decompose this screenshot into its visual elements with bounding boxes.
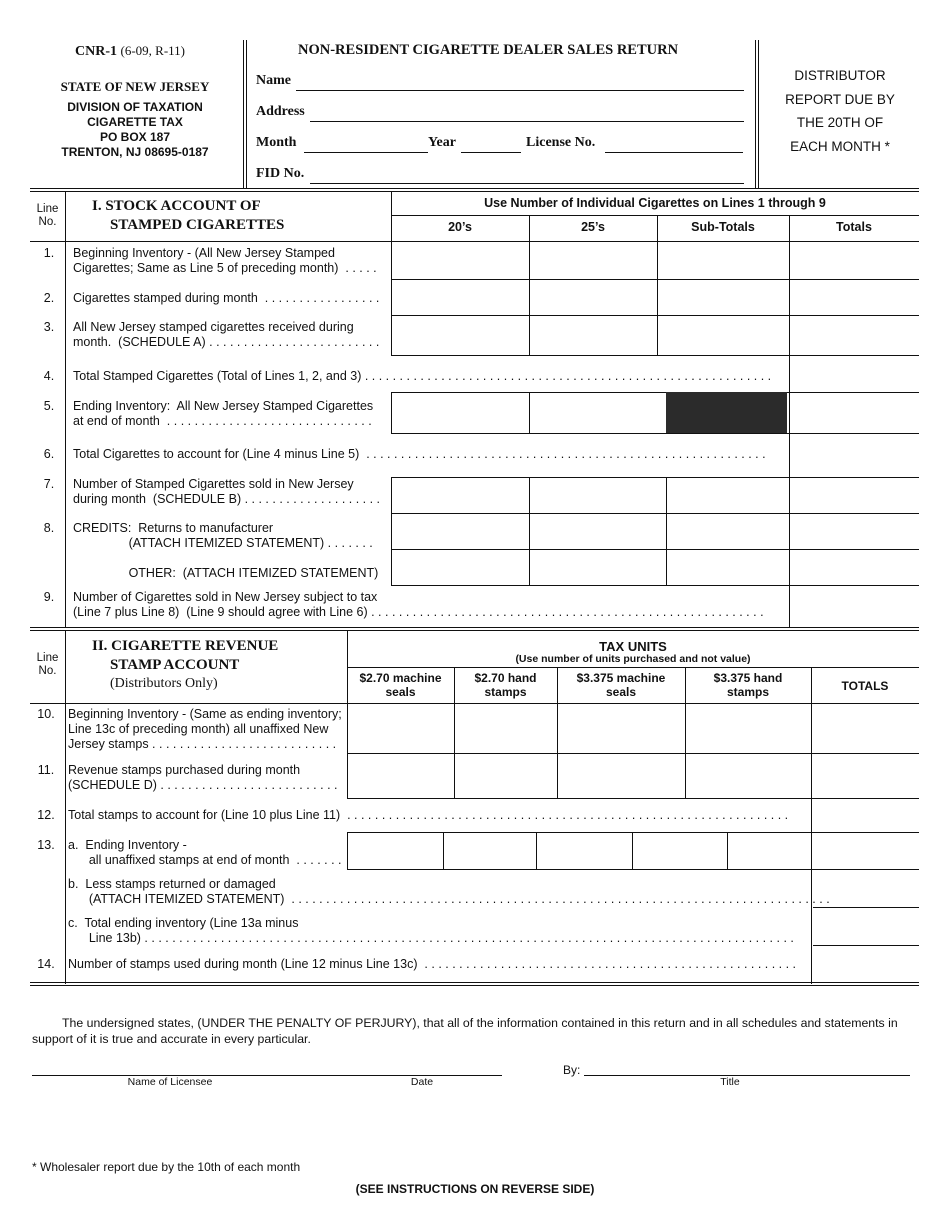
s2-line-number: 11. <box>37 763 55 777</box>
col-270-machine: $2.70 machine seals <box>359 671 442 699</box>
due-line-4: EACH MONTH * <box>790 138 890 154</box>
col-totals: Totals <box>836 220 872 234</box>
s1-line-no-header <box>30 203 65 229</box>
s2-line-text: Beginning Inventory - (Same as ending inventory; Line 13c of preceding month) all unaffixed New Jersey stamps . . . . . . . . . . . . . . . . . . . . . . . . . . . <box>68 707 342 751</box>
city-zip: TRENTON, NJ 08695-0187 <box>61 145 209 159</box>
date-label: Date <box>410 1076 434 1088</box>
s1-line-text: Number of Stamped Cigarettes sold in New Jersey during month (SCHEDULE B) . . . . . . . . . . . . . . . . . . . . <box>73 477 381 506</box>
address-field[interactable] <box>310 121 744 122</box>
fid-label: FID No. <box>256 166 305 181</box>
s1-line-text: Total Cigarettes to account for (Line 4 minus Line 5) . . . . . . . . . . . . . . . . . . . . . . . . . . . . . . . . . . . . . . . . . . . . . . . . . . . . . . . . . . <box>73 447 766 461</box>
s2-title-1: II. CIGARETTE REVENUE <box>92 638 279 654</box>
col-3375-hand: $3.375 hand stamps <box>713 671 783 699</box>
s1-line-number: 8. <box>43 521 55 535</box>
s1-no-label: No. <box>38 216 57 228</box>
name-label: Name <box>256 73 291 88</box>
due-line-3: THE 20TH OF <box>796 115 884 130</box>
form-revision: (6-09, R-11) <box>120 43 186 58</box>
s1-line-number: 2. <box>43 291 55 305</box>
month-field[interactable] <box>304 152 428 153</box>
s2-no-label: No. <box>38 665 57 677</box>
address-label: Address <box>256 104 305 119</box>
declaration-line-2: support of it is true and accurate in every particular. <box>32 1032 311 1046</box>
col-3375-machine: $3.375 machine seals <box>576 671 666 699</box>
by-label: By: <box>563 1063 581 1077</box>
month-label: Month <box>256 135 297 150</box>
s2-title-3: (Distributors Only) <box>110 676 218 691</box>
s2-title-2: STAMP ACCOUNT <box>110 657 240 673</box>
s1-line-label: Line <box>36 203 59 215</box>
wholesaler-note: * Wholesaler report due by the 10th of each month <box>32 1160 301 1174</box>
s2-line-no-header <box>30 652 65 678</box>
s1-line-text: CREDITS: Returns to manufacturer (ATTACH ITEMIZED STATEMENT) . . . . . . . <box>73 521 373 550</box>
form-id-code: CNR-1 <box>75 44 117 59</box>
col-totals-2: TOTALS <box>841 679 889 693</box>
s1-title-1: I. STOCK ACCOUNT OF <box>92 198 261 214</box>
col-270-hand: $2.70 hand stamps <box>474 671 537 699</box>
form-title: NON-RESIDENT CIGARETTE DEALER SALES RETURN <box>298 42 679 58</box>
s1-line-text: All New Jersey stamped cigarettes received during month. (SCHEDULE A) . . . . . . . . . . . . . . . . . . . . . . . . . <box>73 320 380 349</box>
due-line-2: REPORT DUE BY <box>785 91 895 107</box>
title-label: Title <box>720 1076 740 1088</box>
form-id <box>75 43 185 60</box>
s2-line-label: Line <box>36 652 59 664</box>
s1-instruction: Use Number of Individual Cigarettes on Lines 1 through 9 <box>484 196 826 210</box>
division-name: DIVISION OF TAXATION <box>67 100 203 114</box>
due-line-1: DISTRIBUTOR <box>794 68 886 83</box>
s2-line-text: a. Ending Inventory - all unaffixed stamps at end of month . . . . . . . <box>68 838 342 867</box>
name-of-licensee-label: Name of Licensee <box>127 1076 213 1088</box>
s2-line-number: 12. <box>37 808 55 822</box>
s1-title-2: STAMPED CIGARETTES <box>110 217 285 233</box>
s1-line-text: Total Stamped Cigarettes (Total of Lines 1, 2, and 3) . . . . . . . . . . . . . . . . . . . . . . . . . . . . . . . . . . . . . . . . . . . . . . . . . . . . . . . . . . . <box>73 369 772 383</box>
s2-line-number: 10. <box>37 707 55 721</box>
year-label: Year <box>428 135 456 150</box>
s1-line-number: 5. <box>43 399 55 413</box>
tax-units-title: TAX UNITS <box>599 639 667 654</box>
due-note <box>760 64 920 158</box>
s1-line-text: OTHER: (ATTACH ITEMIZED STATEMENT) <box>73 566 379 580</box>
s1-line-number: 9. <box>43 590 55 604</box>
s2-line-text: Revenue stamps purchased during month (SCHEDULE D) . . . . . . . . . . . . . . . . . . . . . . . . . . <box>68 763 338 792</box>
col-20s: 20’s <box>448 220 472 234</box>
po-box: PO BOX 187 <box>99 130 171 144</box>
see-instructions: (SEE INSTRUCTIONS ON REVERSE SIDE) <box>355 1182 595 1196</box>
declaration-line-1: The undersigned states, (UNDER THE PENALTY OF PERJURY), that all of the information contained in this return and in all schedules and statements in <box>62 1016 898 1030</box>
col-subtotals: Sub-Totals <box>691 220 755 234</box>
s2-line-text: Number of stamps used during month (Line 12 minus Line 13c) . . . . . . . . . . . . . . . . . . . . . . . . . . . . . . . . . . . . . . . . . . . . . . . . . . . . . . <box>68 957 797 971</box>
s1-line-text: Beginning Inventory - (All New Jersey Stamped Cigarettes; Same as Line 5 of preceding month) . . . . . <box>73 246 377 275</box>
s1-line-text: Number of Cigarettes sold in New Jersey subject to tax (Line 7 plus Line 8) (Line 9 should agree with Line 6) . . . . . . . . . . . . . . . . . . . . . . . . . . . . . . . . . . . . . . . . . . . . . . . . . . . . . . . . . <box>73 590 764 619</box>
license-field[interactable] <box>605 152 743 153</box>
s1-line-number: 1. <box>43 246 55 260</box>
col-25s: 25’s <box>581 220 605 234</box>
s2-line-text: b. Less stamps returned or damaged (ATTACH ITEMIZED STATEMENT) . . . . . . . . . . . . . . . . . . . . . . . . . . . . . . . . . . . . . . . . . . . . . . . . . . . . . . . . . . . . . . . . . . . . . . . . . . . . . . <box>68 877 830 906</box>
tax-units-note: (Use number of units purchased and not value) <box>515 653 751 665</box>
shaded-cell <box>666 392 787 433</box>
s1-line-text: Ending Inventory: All New Jersey Stamped Cigarettes at end of month . . . . . . . . . . . . . . . . . . . . . . . . . . . . . . <box>73 399 374 428</box>
state-name: STATE OF NEW JERSEY <box>60 79 210 94</box>
s2-line-number: 13. <box>37 838 55 852</box>
name-field[interactable] <box>296 90 744 91</box>
s2-line-text: c. Total ending inventory (Line 13a minus Line 13b) . . . . . . . . . . . . . . . . . . . . . . . . . . . . . . . . . . . . . . . . . . . . . . . . . . . . . . . . . . . . . . . . . . . . . . . . . . . . . . . . . . . . . . . . . . . . . . <box>68 916 794 945</box>
fid-field[interactable] <box>310 183 744 184</box>
s1-line-number: 6. <box>43 447 55 461</box>
license-label: License No. <box>526 135 596 150</box>
s2-line-number: 14. <box>37 957 55 971</box>
s2-line-text: Total stamps to account for (Line 10 plus Line 11) . . . . . . . . . . . . . . . . . . . . . . . . . . . . . . . . . . . . . . . . . . . . . . . . . . . . . . . . . . . . . . . . <box>68 808 789 822</box>
s1-line-number: 4. <box>43 369 55 383</box>
tax-name: CIGARETTE TAX <box>87 115 183 129</box>
s1-line-text: Cigarettes stamped during month . . . . . . . . . . . . . . . . . <box>73 291 380 305</box>
s1-line-number: 3. <box>43 320 55 334</box>
s1-line-number: 7. <box>43 477 55 491</box>
year-field[interactable] <box>461 152 521 153</box>
